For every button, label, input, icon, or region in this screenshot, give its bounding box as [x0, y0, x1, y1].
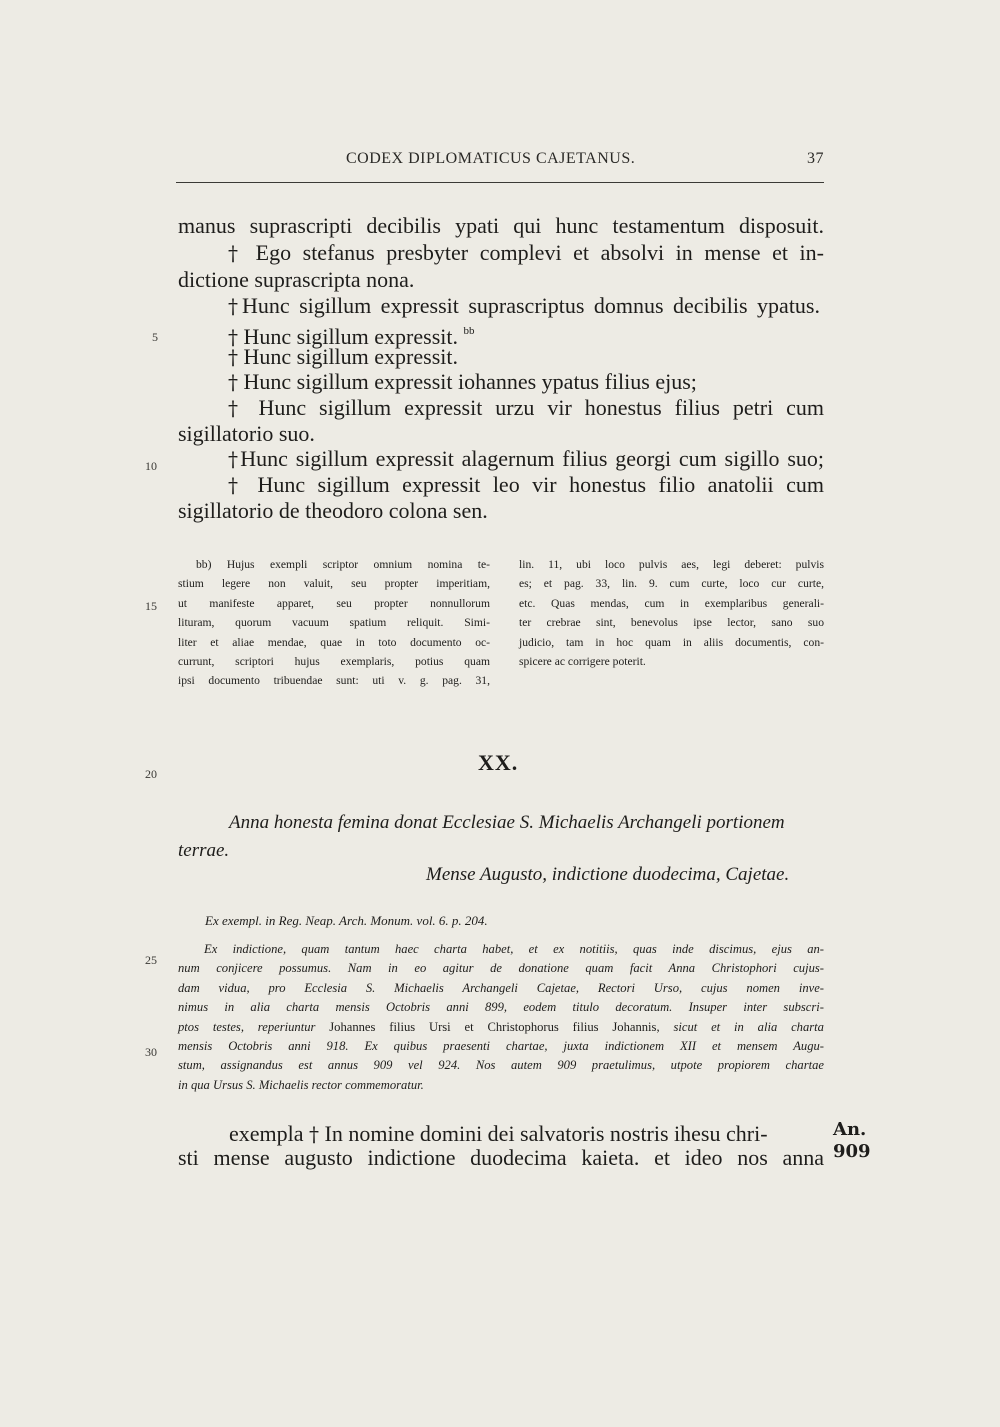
- line-number: 20: [145, 767, 157, 781]
- cross-symbol: †: [228, 294, 242, 318]
- intro-line: nimus in alia charta mensis Octobris anni 899, eodem titulo decoratum. Insuper inter subscri-: [178, 1000, 824, 1015]
- footnote-line: bb) Hujus exempli scriptor omnium nomina te-: [196, 558, 490, 571]
- running-header: [178, 150, 824, 172]
- text-line: sigillatorio de theodoro colona sen.: [178, 498, 488, 523]
- cross-symbol: †: [309, 1122, 320, 1146]
- text-line: † Hunc sigillum expressit urzu vir honestus filius petri cum: [228, 395, 825, 420]
- footnote-reference: bb: [463, 325, 475, 337]
- line-number: 10: [145, 459, 157, 473]
- intro-line: stum, assignandus est annus 909 vel 924. Nos autem 909 praetulimus, utpote propiorem chartae: [178, 1058, 824, 1073]
- cross-symbol: †: [228, 447, 241, 471]
- intro-commentary: [178, 940, 824, 1095]
- text-line: sigillatorio suo.: [178, 421, 315, 446]
- margin-annus-label: An.: [833, 1119, 867, 1140]
- footnote-line: etc. Quas mendas, cum in exemplaribus generali-: [519, 596, 824, 610]
- footnote-line: ter crebrae sint, benevolus ipse lector, sano suo: [519, 616, 824, 630]
- line-number: 30: [145, 1045, 157, 1059]
- summary-line: Anna honesta femina donat Ecclesiae S. Michaelis Archangeli portionem: [229, 812, 785, 833]
- source-note: Ex exempl. in Reg. Neap. Arch. Monum. vol. 6. p. 204.: [205, 913, 488, 928]
- text-line: †Hunc sigillum expressit suprascriptus domnus decibilis ypatus.: [228, 293, 820, 318]
- footnote-line: ipsi documento tribuendae sunt: uti v. g. pag. 31,: [178, 674, 490, 688]
- footnote-line: spicere ac corrigere poterit.: [519, 655, 646, 669]
- text-line: dictione suprascripta nona.: [178, 267, 415, 292]
- text-line: exempla † In nomine domini dei salvatoris nostris ihesu chri-: [229, 1121, 768, 1146]
- text-line: † Hunc sigillum expressit iohannes ypatus filius ejus;: [228, 369, 697, 394]
- text-line: sti mense augusto indictione duodecima kaieta. et ideo nos anna: [178, 1145, 824, 1170]
- cross-symbol: †: [228, 325, 238, 349]
- cross-symbol: †: [228, 396, 246, 420]
- margin-year: 909: [833, 1141, 871, 1162]
- text-line: †Hunc sigillum expressit alagernum filius georgi cum sigillo suo;: [228, 446, 825, 471]
- line-number: 5: [152, 330, 158, 344]
- text-line: † Hunc sigillum expressit. $^{bb}$: [228, 324, 475, 349]
- cross-symbol: †: [228, 345, 238, 369]
- footnote-line: lin. 11, ubi loco pulvis aes, legi deberet: pulvis: [519, 558, 824, 571]
- footnote-line: es; et pag. 33, lin. 9. cum curte, loco cur curte,: [519, 577, 824, 591]
- text-line: manus suprascripti decibilis ypati qui hunc testamentum disposuit.: [178, 213, 824, 238]
- footnote-line: stium legere non valuit, seu propter imperitiam,: [178, 577, 490, 591]
- header-rule: [176, 182, 824, 183]
- footnote-line: currunt, scriptori hujus exemplaris, potius quam: [178, 655, 490, 669]
- cross-symbol: †: [228, 241, 245, 265]
- line-number: 25: [145, 953, 157, 967]
- footnote-line: liter et aliae mendae, quae in toto documento oc-: [178, 635, 490, 649]
- text-line: † Hunc sigillum expressit leo vir honestus filio anatolii cum: [228, 472, 824, 497]
- intro-line-mixed: ptos testes, reperiuntur Johannes filius Ursi et Christophorus filius Johannis, sicut et in alia charta: [178, 1019, 824, 1034]
- intro-line: Ex indictione, quam tantum haec charta habet, et ex notitiis, quas inde discimus, ejus an-: [204, 942, 824, 956]
- summary-line: terrae.: [178, 840, 230, 861]
- footnote-line: judicio, tam in hoc quam in aliis documentis, con-: [519, 635, 824, 649]
- summary-date: Mense Augusto, indictione duodecima, Cajetae.: [426, 864, 790, 885]
- line-number: 15: [145, 599, 157, 613]
- section-number: XX.: [478, 750, 519, 775]
- footnote-left-column: [178, 555, 490, 691]
- text-line: † Ego stefanus presbyter complevi et absolvi in mense et in-: [228, 240, 824, 265]
- text-line: † Hunc sigillum expressit.: [228, 344, 458, 369]
- running-title: CODEX DIPLOMATICUS CAJETANUS.: [346, 150, 636, 167]
- intro-line: dam vidua, pro Ecclesia S. Michaelis Archangeli Cajetae, Rectori Urso, cujus nomen inve-: [178, 980, 824, 995]
- cross-symbol: †: [228, 370, 238, 394]
- intro-line: num conjicere possumus. Nam in eo agitur de donatione quam facit Anna Christophori cujus-: [178, 961, 824, 976]
- cross-symbol: †: [228, 473, 245, 497]
- intro-line: mensis Octobris anni 918. Ex quibus praesenti chartae, juxta indictionem XII et mensem Augu-: [178, 1039, 824, 1054]
- footnote-right-column: [519, 555, 824, 671]
- footnote-line: ut manifeste apparet, seu propter nonnullorum: [178, 596, 490, 610]
- page-number: 37: [807, 150, 824, 167]
- footnote-line: lituram, quorum vacuum spatium reliquit. Simi-: [178, 616, 490, 630]
- intro-line: in qua Ursus S. Michaelis rector commemoratur.: [178, 1077, 424, 1092]
